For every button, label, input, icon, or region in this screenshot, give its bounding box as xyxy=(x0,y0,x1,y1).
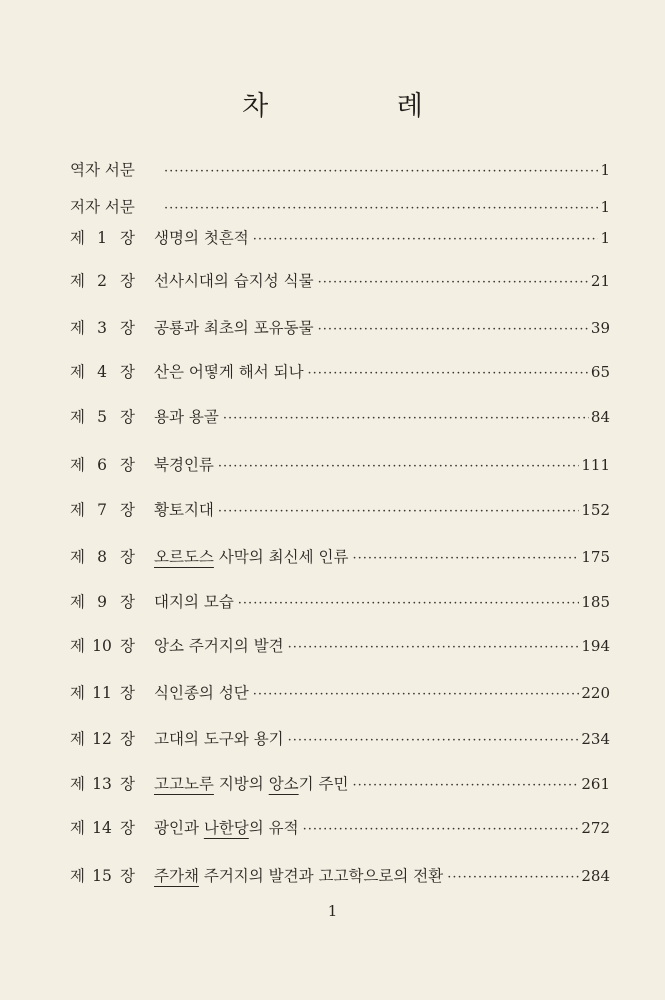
title-part: 산은 어떻게 해서 되나 xyxy=(154,363,304,381)
entry-title xyxy=(154,816,303,838)
chapter-label xyxy=(70,269,154,291)
chapter-word: 장 xyxy=(120,730,135,748)
title-part: 생명의 첫흔적 xyxy=(154,229,249,247)
chapter-word: 장 xyxy=(120,684,135,702)
toc-entry[interactable] xyxy=(70,681,610,709)
entry-page-number: 1 xyxy=(600,229,610,247)
toc-entry[interactable] xyxy=(70,158,610,186)
title-part: 황토지대 xyxy=(154,501,214,519)
chapter-number: 14 xyxy=(92,819,112,837)
title-part: 주거지의 발견과 고고학으로의 전환 xyxy=(198,867,444,885)
entry-page-number: 220 xyxy=(581,684,610,702)
entry-title xyxy=(154,545,352,567)
chapter-number: 6 xyxy=(97,456,107,474)
entry-title xyxy=(154,316,318,338)
title-part: 지방의 xyxy=(213,775,269,793)
entry-page-number: 84 xyxy=(590,408,610,426)
chapter-word: 제 xyxy=(70,548,85,566)
chapter-label xyxy=(70,360,154,382)
entry-page-number: 21 xyxy=(590,272,610,290)
title-part: 의 유적 xyxy=(248,819,299,837)
chapter-word: 장 xyxy=(120,456,135,474)
entry-page-number: 194 xyxy=(581,637,610,655)
chapter-label xyxy=(70,316,154,338)
chapter-word: 장 xyxy=(120,867,135,885)
chapter-word: 장 xyxy=(120,319,135,337)
dot-leader xyxy=(223,411,589,426)
chapter-number: 11 xyxy=(92,684,112,702)
entry-title xyxy=(154,405,223,427)
entry-title xyxy=(154,360,308,382)
chapter-word: 제 xyxy=(70,229,85,247)
entry-title xyxy=(154,727,288,749)
chapter-label xyxy=(70,727,154,749)
entry-title xyxy=(154,864,447,886)
entry-title xyxy=(154,681,253,703)
dot-leader xyxy=(318,275,589,290)
toc-entry[interactable] xyxy=(70,269,610,297)
dot-leader xyxy=(218,504,579,519)
chapter-number: 5 xyxy=(97,408,107,426)
chapter-word: 제 xyxy=(70,319,85,337)
entry-label: 역자 서문 xyxy=(70,161,135,179)
underlined-name: 고고노루 xyxy=(154,775,214,793)
toc-entry[interactable] xyxy=(70,864,610,892)
chapter-word: 제 xyxy=(70,684,85,702)
chapter-number: 15 xyxy=(92,867,112,885)
chapter-word: 제 xyxy=(70,819,85,837)
title-part: 앙소 주거지의 발견 xyxy=(154,637,284,655)
chapter-word: 장 xyxy=(120,229,135,247)
title-part: 기 주민 xyxy=(298,775,349,793)
chapter-label xyxy=(70,864,154,886)
toc-entry[interactable] xyxy=(70,545,610,573)
dot-leader xyxy=(352,551,579,566)
toc-entry[interactable] xyxy=(70,498,610,526)
dot-leader xyxy=(288,640,580,655)
chapter-word: 장 xyxy=(120,819,135,837)
underlined-name: 오르도스 xyxy=(154,548,214,566)
chapter-label xyxy=(70,453,154,475)
chapter-word: 제 xyxy=(70,272,85,290)
chapter-word: 장 xyxy=(120,775,135,793)
entry-page-number: 39 xyxy=(590,319,610,337)
chapter-word: 장 xyxy=(120,593,135,611)
chapter-word: 제 xyxy=(70,637,85,655)
chapter-word: 제 xyxy=(70,363,85,381)
toc-entry[interactable] xyxy=(70,634,610,662)
chapter-label xyxy=(70,226,154,248)
chapter-word: 장 xyxy=(120,363,135,381)
title-part: 선사시대의 습지성 식물 xyxy=(154,272,314,290)
dot-leader xyxy=(318,322,589,337)
chapter-number: 9 xyxy=(97,593,107,611)
chapter-word: 장 xyxy=(120,272,135,290)
dot-leader xyxy=(238,596,580,611)
chapter-word: 제 xyxy=(70,501,85,519)
chapter-word: 제 xyxy=(70,730,85,748)
entry-title xyxy=(154,498,218,520)
title-part: 용과 용골 xyxy=(154,408,219,426)
chapter-word: 제 xyxy=(70,456,85,474)
toc-entry[interactable] xyxy=(70,316,610,344)
chapter-number: 7 xyxy=(97,501,107,519)
chapter-label xyxy=(70,634,154,656)
chapter-label xyxy=(70,816,154,838)
toc-entry[interactable] xyxy=(70,405,610,433)
entry-title xyxy=(154,269,318,291)
toc-entry[interactable] xyxy=(70,453,610,481)
dot-leader xyxy=(447,870,579,885)
entry-title xyxy=(154,634,288,656)
entry-page-number: 1 xyxy=(600,161,610,179)
chapter-word: 제 xyxy=(70,775,85,793)
toc-entry[interactable] xyxy=(70,195,610,223)
underlined-name: 나한당 xyxy=(203,819,249,837)
chapter-label xyxy=(70,405,154,427)
toc-entry[interactable] xyxy=(70,772,610,800)
entry-page-number: 152 xyxy=(581,501,610,519)
dot-leader xyxy=(353,778,580,793)
chapter-label xyxy=(70,681,154,703)
chapter-label xyxy=(70,590,154,612)
entry-label: 저자 서문 xyxy=(70,198,135,216)
chapter-label xyxy=(70,545,154,567)
chapter-number: 10 xyxy=(92,637,112,655)
entry-page-number: 175 xyxy=(581,548,610,566)
entry-title xyxy=(154,590,238,612)
dot-leader xyxy=(164,164,598,179)
title-part: 대지의 모습 xyxy=(154,593,234,611)
dot-leader xyxy=(303,822,580,837)
chapter-number: 12 xyxy=(92,730,112,748)
page-title: 차 례 xyxy=(242,91,483,122)
dot-leader xyxy=(308,366,589,381)
entry-page-number: 111 xyxy=(581,456,610,474)
chapter-word: 장 xyxy=(120,548,135,566)
chapter-word: 장 xyxy=(120,408,135,426)
chapter-word: 제 xyxy=(70,408,85,426)
chapter-number: 4 xyxy=(97,363,107,381)
toc-entry[interactable] xyxy=(70,590,610,618)
entry-page-number: 234 xyxy=(581,730,610,748)
dot-leader xyxy=(253,687,580,702)
chapter-number: 1 xyxy=(97,229,107,247)
dot-leader xyxy=(288,733,580,748)
entry-page-number: 1 xyxy=(600,198,610,216)
entry-title xyxy=(154,453,218,475)
toc-entry[interactable] xyxy=(70,727,610,755)
entry-page-number: 272 xyxy=(581,819,610,837)
chapter-number: 8 xyxy=(97,548,107,566)
toc-entry[interactable] xyxy=(70,360,610,388)
toc-entry[interactable] xyxy=(70,226,610,254)
title-part: 공룡과 최초의 포유동물 xyxy=(154,319,314,337)
chapter-word: 장 xyxy=(120,501,135,519)
toc-entry[interactable] xyxy=(70,816,610,844)
dot-leader xyxy=(164,201,598,216)
chapter-number: 3 xyxy=(97,319,107,337)
chapter-label xyxy=(70,498,154,520)
underlined-name: 앙소 xyxy=(268,775,299,793)
underlined-name: 주가채 xyxy=(154,867,199,885)
entry-page-number: 185 xyxy=(581,593,610,611)
dot-leader xyxy=(218,459,579,474)
chapter-word: 제 xyxy=(70,593,85,611)
page-number: 1 xyxy=(327,902,338,920)
entry-title xyxy=(154,226,253,248)
chapter-word: 제 xyxy=(70,867,85,885)
chapter-number: 13 xyxy=(92,775,112,793)
title-part: 식인종의 성단 xyxy=(154,684,249,702)
entry-page-number: 261 xyxy=(581,775,610,793)
title-part: 고대의 도구와 용기 xyxy=(154,730,284,748)
title-part: 광인과 xyxy=(154,819,204,837)
chapter-number: 2 xyxy=(97,272,107,290)
chapter-label xyxy=(70,772,154,794)
entry-page-number: 65 xyxy=(590,363,610,381)
title-part: 북경인류 xyxy=(154,456,214,474)
chapter-word: 장 xyxy=(120,637,135,655)
title-part: 사막의 최신세 인류 xyxy=(213,548,349,566)
dot-leader xyxy=(253,232,599,247)
entry-title xyxy=(154,772,353,794)
entry-page-number: 284 xyxy=(581,867,610,885)
